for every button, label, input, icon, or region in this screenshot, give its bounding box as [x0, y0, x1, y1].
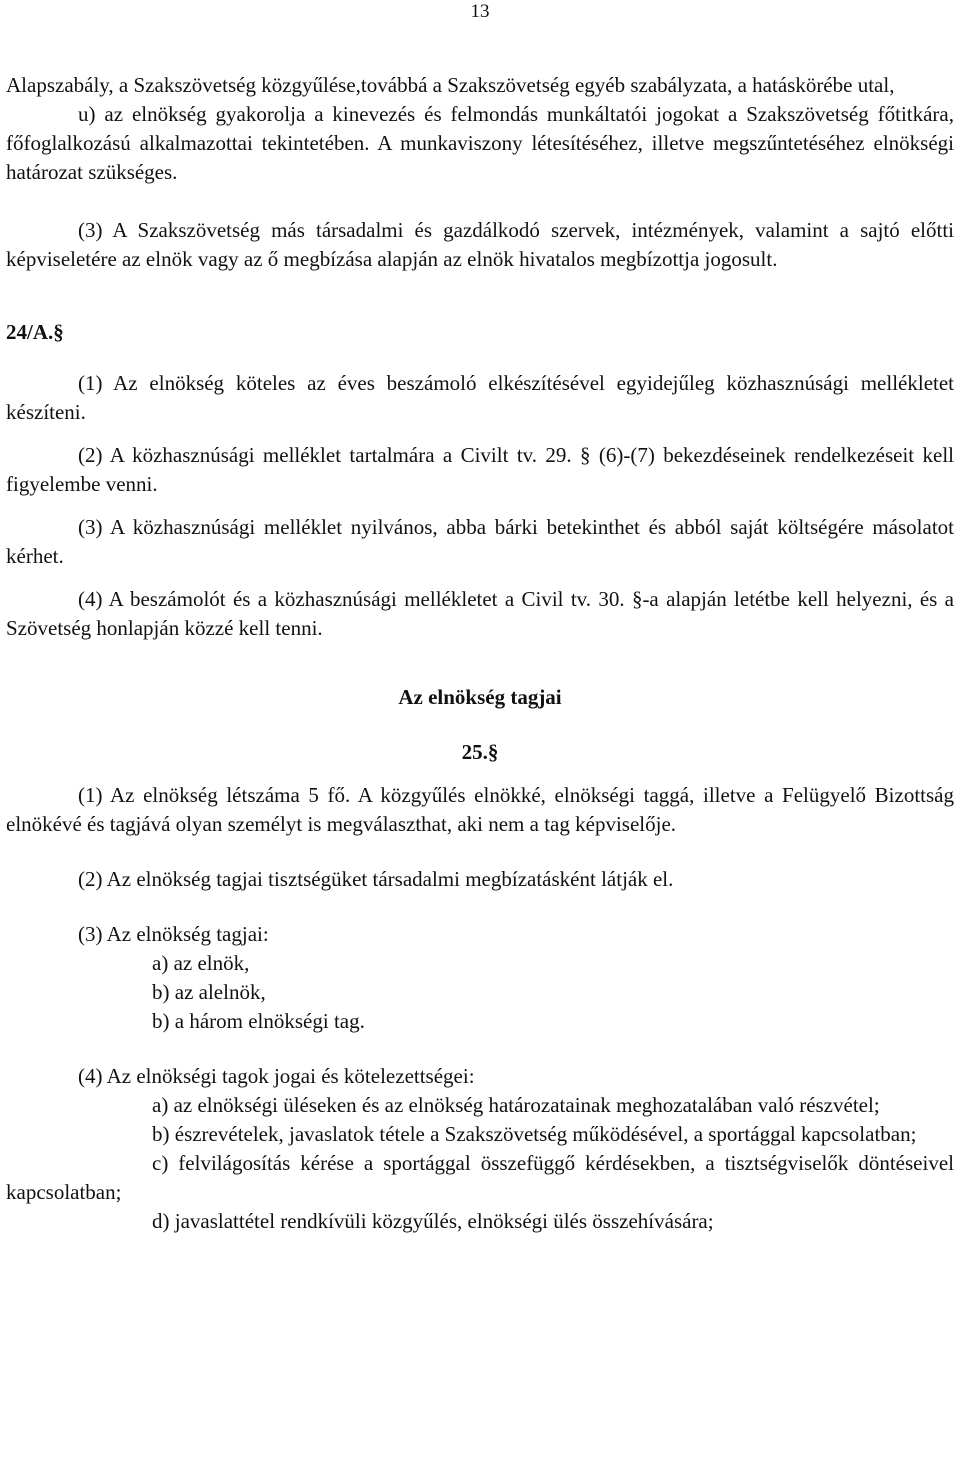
- paragraph-25-2: (2) Az elnökség tagjai tisztségüket társadalmi megbízatásként látják el.: [78, 867, 674, 891]
- paragraph-24a-4: (4) A beszámolót és a közhasznúsági mellékletet a Civil tv. 30. §-a alapján letétbe kell helyezni, és a Szövetség honlapján közzé kell tenni.: [6, 587, 954, 640]
- section-heading-25: 25.§: [461, 740, 499, 764]
- paragraph-25-4: (4) Az elnökségi tagok jogai és kötelezettségei:: [78, 1064, 475, 1088]
- paragraph-24a-2: (2) A közhasznúsági melléklet tartalmára a Civilt tv. 29. § (6)-(7) bekezdéseinek rendelkezéseit kell figyelembe venni.: [6, 443, 954, 496]
- section-title: Az elnökség tagjai: [398, 685, 562, 709]
- list-item: d) javaslattétel rendkívüli közgyűlés, elnökségi ülés összehívására;: [152, 1209, 714, 1233]
- section-heading-24a: 24/A.§: [6, 320, 64, 344]
- list-item: b) észrevételek, javaslatok tétele a Szakszövetség működésével, a sportággal kapcsolatban;: [152, 1122, 917, 1146]
- document-body: [6, 71, 954, 1236]
- paragraph-u: u) az elnökség gyakorolja a kinevezés és felmondás munkáltatói jogokat a Szakszövetség főtitkára, főfoglalkozású alkalmazottai tekintetében. A munkaviszony létesítéséhez, illetve megszűntetéséhez elnökségi határozat szükséges.: [6, 102, 954, 184]
- paragraph-25-1: (1) Az elnökség létszáma 5 fő. A közgyűlés elnökké, elnökségi taggá, illetve a Felügyelő Bizottság elnökévé és tagjává olyan személyt is megválaszthat, aki nem a tag képviselője.: [6, 783, 954, 836]
- paragraph-24-3: (3) A Szakszövetség más társadalmi és gazdálkodó szervek, intézmények, valamint a sajtó előtti képviseletére az elnök vagy az ő megbízása alapján az elnök hivatalos megbízottja jogosult.: [6, 218, 954, 271]
- list-item: a) az elnökségi üléseken és az elnökség határozatainak meghozatalában való részvétel;: [152, 1093, 880, 1117]
- page-number: 13: [470, 1, 490, 22]
- list-item: b) a három elnökségi tag.: [152, 1009, 365, 1033]
- list-item: a) az elnök,: [152, 951, 250, 975]
- paragraph-24a-1: (1) Az elnökség köteles az éves beszámoló elkészítésével egyidejűleg közhasznúsági mellékletet készíteni.: [6, 371, 954, 424]
- paragraph-intro: Alapszabály, a Szakszövetség közgyűlése,továbbá a Szakszövetség egyéb szabályzata, a hatáskörébe utal,: [6, 73, 895, 97]
- list-item: c) felvilágosítás kérése a sportággal összefüggő kérdésekben, a tisztségviselők döntéseivel kapcsolatban;: [6, 1151, 954, 1204]
- list-item: b) az alelnök,: [152, 980, 266, 1004]
- paragraph-24a-3: (3) A közhasznúsági melléklet nyilvános, abba bárki betekinthet és abból saját költségére másolatot kérhet.: [6, 515, 954, 568]
- paragraph-25-3: (3) Az elnökség tagjai:: [78, 922, 269, 946]
